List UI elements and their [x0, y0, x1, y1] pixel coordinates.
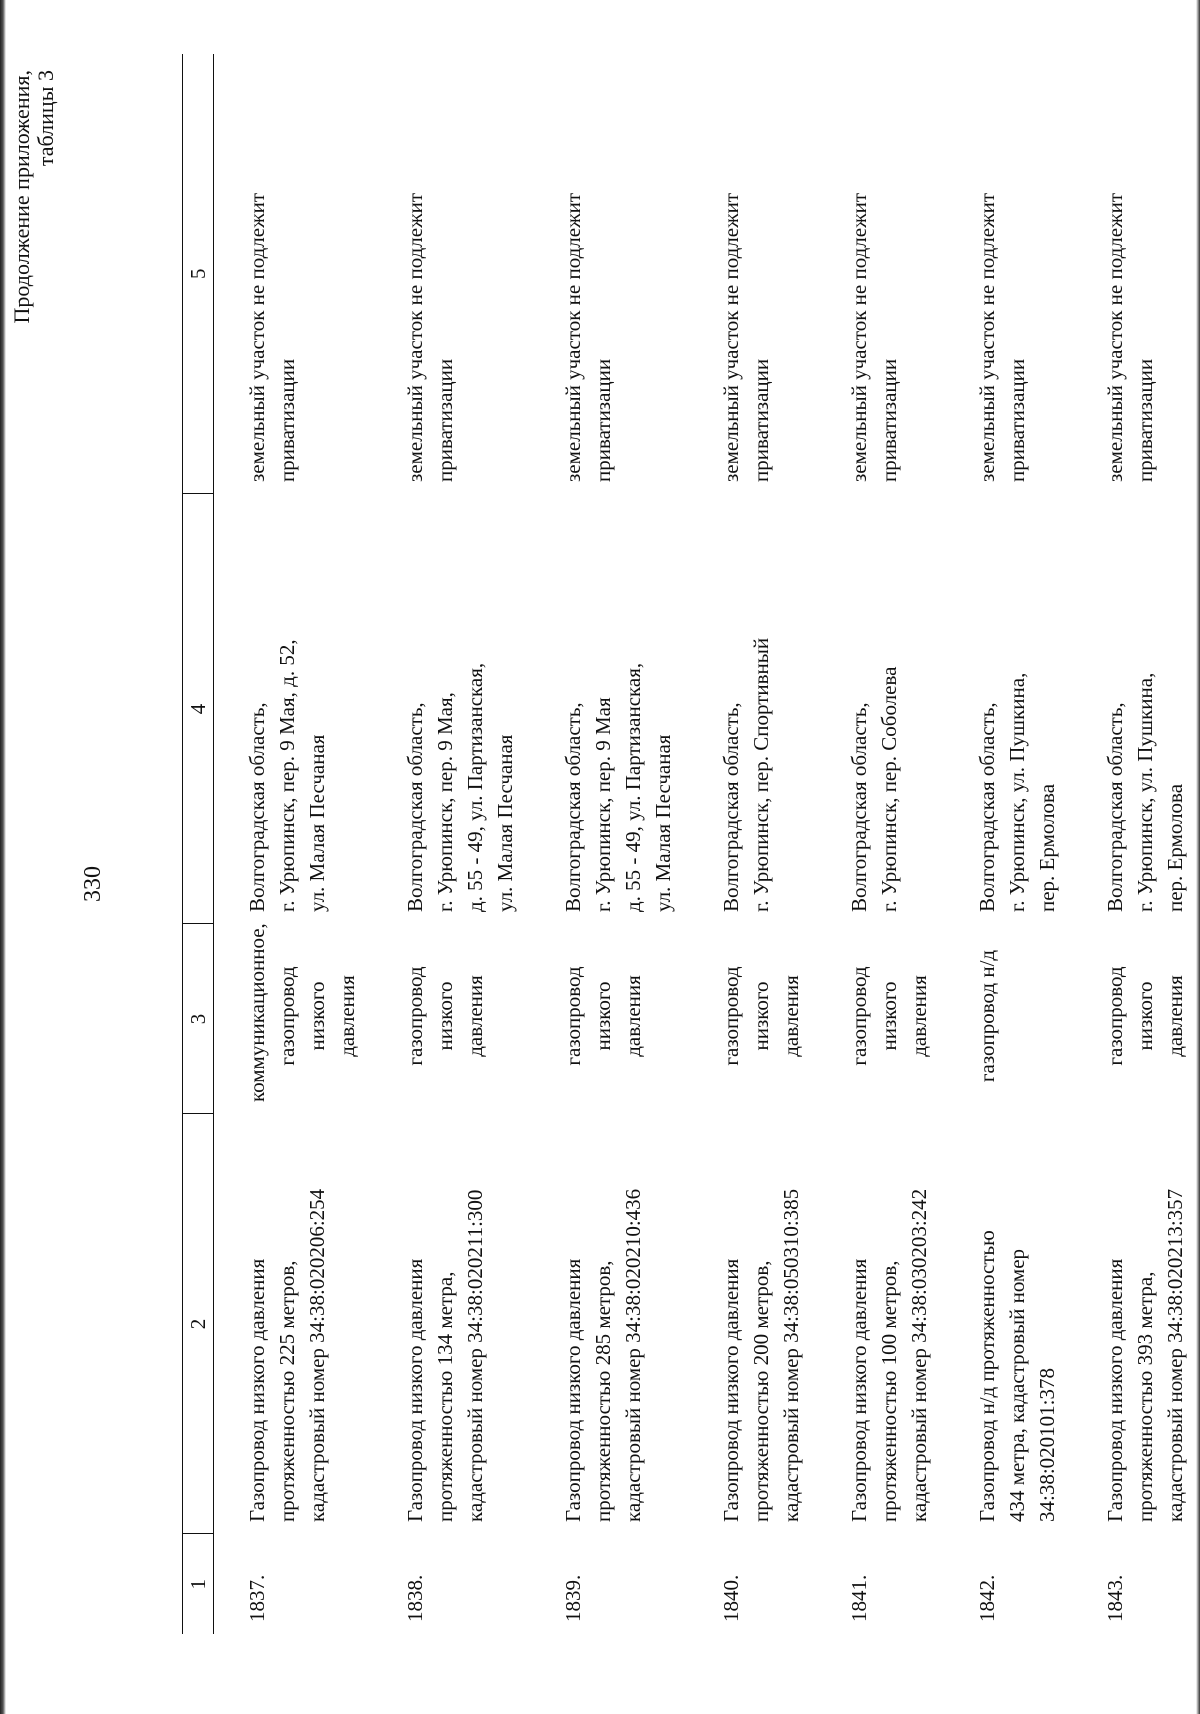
cell-line: земельный участок не подлежит	[561, 192, 585, 482]
object-address-cell	[816, 494, 944, 924]
privatization-note-cell	[1072, 54, 1200, 494]
object-description-cell	[816, 1114, 944, 1534]
column-header-2: 2	[183, 1114, 214, 1534]
cell-line: газопровод низкого	[275, 966, 329, 1066]
row-number: 1838.	[403, 1574, 427, 1622]
cell-line: г. Урюпинск, пер. 9 Мая	[591, 697, 615, 912]
table-header-row	[183, 54, 214, 1634]
object-address-cell	[530, 494, 688, 924]
column-header-1: 1	[183, 1534, 214, 1634]
cell-line: г. Урюпинск, пер. Соболева	[877, 666, 901, 912]
cell-line: давления	[335, 975, 359, 1057]
cell-line: ул. Малая Песчаная	[493, 734, 517, 912]
column-header-5: 5	[183, 54, 214, 494]
cell-line: г. Урюпинск, пер. Спортивный	[749, 637, 773, 912]
page-number: 330	[80, 866, 106, 902]
registry-table	[182, 54, 1200, 1634]
cell-line: протяженностью 100 метров,	[877, 1260, 901, 1522]
object-type-cell	[816, 924, 944, 1114]
cell-line: давления	[779, 975, 803, 1057]
cell-line: Волгоградская область,	[403, 702, 427, 912]
table-body	[214, 54, 1200, 1634]
cell-line: протяженностью 200 метров,	[749, 1260, 773, 1522]
privatization-note-cell	[530, 54, 688, 494]
cell-line: ул. Малая Песчаная	[305, 734, 329, 912]
cell-line: пер. Ермолова	[1035, 783, 1059, 912]
object-address-cell	[1072, 494, 1200, 924]
cell-line: газопровод низкого	[561, 966, 615, 1066]
continuation-line-1: Продолжение приложения,	[9, 70, 34, 324]
object-type-cell	[944, 924, 1072, 1114]
object-description-cell	[372, 1114, 530, 1534]
cell-line: Волгоградская область,	[1103, 702, 1127, 912]
cell-line: кадастровый номер 34:38:020213:357	[1163, 1188, 1187, 1522]
privatization-note-cell	[688, 54, 816, 494]
object-description-cell	[1072, 1114, 1200, 1534]
cell-line: давления	[621, 975, 645, 1057]
cell-line: ул. Малая Песчаная	[651, 734, 675, 912]
row-number: 1837.	[245, 1574, 269, 1622]
cell-line: давления	[463, 975, 487, 1057]
cell-line: газопровод н/д	[975, 949, 999, 1083]
privatization-note-cell	[372, 54, 530, 494]
continuation-note	[10, 70, 58, 530]
row-number: 1843.	[1103, 1574, 1127, 1622]
cell-line: приватизации	[749, 358, 773, 482]
cell-line: земельный участок не подлежит	[719, 192, 743, 482]
object-description-cell	[944, 1114, 1072, 1534]
cell-line: Волгоградская область,	[975, 702, 999, 912]
row-number: 1841.	[847, 1574, 871, 1622]
object-description-cell	[530, 1114, 688, 1534]
table-row	[688, 54, 816, 1634]
cell-line: Волгоградская область,	[847, 702, 871, 912]
object-type-cell	[688, 924, 816, 1114]
object-address-cell	[372, 494, 530, 924]
row-number: 1839.	[561, 1574, 585, 1622]
cell-line: Газопровод н/д протяженностью	[975, 1230, 999, 1522]
cell-line: газопровод низкого	[1103, 966, 1157, 1066]
cell-line: Газопровод низкого давления	[245, 1258, 269, 1522]
cell-line: Волгоградская область,	[245, 702, 269, 912]
cell-line: земельный участок не подлежит	[975, 192, 999, 482]
cell-line: г. Урюпинск, пер. 9 Мая, д. 52,	[275, 639, 299, 912]
object-description-cell	[688, 1114, 816, 1534]
cell-line: кадастровый номер 34:38:020211:300	[463, 1189, 487, 1522]
column-header-3: 3	[183, 924, 214, 1114]
cell-line: кадастровый номер 34:38:050310:385	[779, 1188, 803, 1522]
cell-line: протяженностью 285 метров,	[591, 1260, 615, 1522]
cell-line: Газопровод низкого давления	[719, 1258, 743, 1522]
cell-line: давления	[907, 975, 931, 1057]
cell-line: г. Урюпинск, пер. 9 Мая,	[433, 692, 457, 912]
table-row	[530, 54, 688, 1634]
cell-line: кадастровый номер 34:38:020210:436	[621, 1188, 645, 1522]
cell-line: газопровод низкого	[847, 966, 901, 1066]
cell-line: земельный участок не подлежит	[403, 192, 427, 482]
cell-line: Газопровод низкого давления	[847, 1258, 871, 1522]
row-number: 1842.	[975, 1574, 999, 1622]
cell-line: кадастровый номер 34:38:030203:242	[907, 1188, 931, 1522]
cell-line: д. 55 - 49, ул. Партизанская,	[621, 662, 645, 912]
cell-line: кадастровый номер 34:38:020206:254	[305, 1188, 329, 1522]
object-type-cell	[214, 924, 373, 1114]
table-row	[944, 54, 1072, 1634]
object-type-cell	[530, 924, 688, 1114]
object-type-cell	[1072, 924, 1200, 1114]
object-address-cell	[214, 494, 373, 924]
table-row	[1072, 54, 1200, 1634]
continuation-line-2: таблицы 3	[33, 70, 58, 167]
table-row	[372, 54, 530, 1634]
cell-line: протяженностью 134 метра,	[433, 1271, 457, 1522]
privatization-note-cell	[214, 54, 373, 494]
cell-line: земельный участок не подлежит	[1103, 192, 1127, 482]
cell-line: приватизации	[1133, 358, 1157, 482]
table-row	[214, 54, 373, 1634]
cell-line: Волгоградская область,	[719, 702, 743, 912]
object-description-cell	[214, 1114, 373, 1534]
cell-line: д. 55 - 49, ул. Партизанская,	[463, 662, 487, 912]
cell-line: протяженностью 225 метров,	[275, 1260, 299, 1522]
cell-line: Волгоградская область,	[561, 702, 585, 912]
object-address-cell	[688, 494, 816, 924]
cell-line: приватизации	[433, 358, 457, 482]
privatization-note-cell	[944, 54, 1072, 494]
cell-line: г. Урюпинск, ул. Пушкина,	[1005, 672, 1029, 912]
cell-line: приватизации	[877, 358, 901, 482]
cell-line: газопровод низкого	[403, 966, 457, 1066]
cell-line: Газопровод низкого давления	[1103, 1258, 1127, 1522]
column-header-4: 4	[183, 494, 214, 924]
cell-line: приватизации	[275, 358, 299, 482]
cell-line: газопровод низкого	[719, 966, 773, 1066]
cell-line: пер. Ермолова	[1163, 783, 1187, 912]
cell-line: 34:38:020101:378	[1035, 1367, 1059, 1522]
cell-line: приватизации	[1005, 358, 1029, 482]
cell-line: Газопровод низкого давления	[561, 1258, 585, 1522]
cell-line: г. Урюпинск, ул. Пушкина,	[1133, 672, 1157, 912]
row-number: 1840.	[719, 1574, 743, 1622]
table-row	[816, 54, 944, 1634]
cell-line: 434 метра, кадастровый номер	[1005, 1248, 1029, 1522]
object-type-cell	[372, 924, 530, 1114]
cell-line: Газопровод низкого давления	[403, 1258, 427, 1522]
cell-line: протяженностью 393 метра,	[1133, 1271, 1157, 1522]
object-address-cell	[944, 494, 1072, 924]
cell-line: земельный участок не подлежит	[245, 192, 269, 482]
cell-line: коммуникационное,	[245, 923, 269, 1102]
cell-line: земельный участок не подлежит	[847, 192, 871, 482]
privatization-note-cell	[816, 54, 944, 494]
cell-line: приватизации	[591, 358, 615, 482]
cell-line: давления	[1163, 975, 1187, 1057]
